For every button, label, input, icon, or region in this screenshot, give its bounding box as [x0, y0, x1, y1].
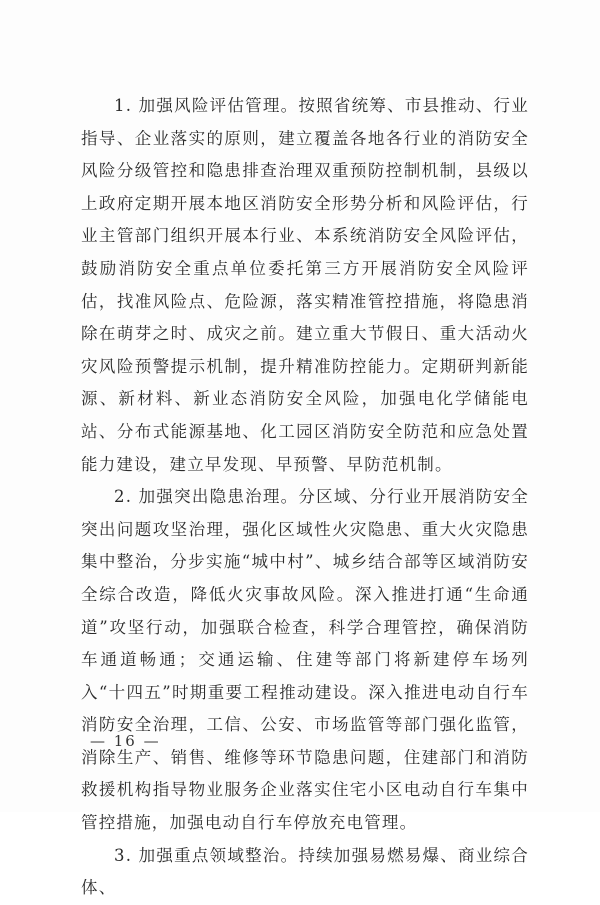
document-body — [81, 90, 529, 905]
paragraph-risk-assessment: 1. 加强风险评估管理。按照省统筹、市县推动、行业指导、企业落实的原则，建立覆盖各地各行业的消防安全风险分级管控和隐患排查治理双重预防控制机制，县级以上政府定期开展本地区消防安全形势分析和风险评估，行业主管部门组织开展本行业、本系统消防安全风险评估，鼓励消防安全重点单位委托第三方开展消防安全风险评估，找准风险点、危险源，落实精准管控措施，将隐患消除在萌芽之时、成灾之前。建立重大节假日、重大活动火灾风险预警提示机制，提升精准防控能力。定期研判新能源、新材料、新业态消防安全风险，加强电化学储能电站、分布式能源基地、化工园区消防安全防范和应急处置能力建设，建立早发现、早预警、早防范机制。 — [81, 96, 529, 474]
paragraph-key-areas: 3. 加强重点领域整治。持续加强易燃易爆、商业综合体、 — [81, 845, 529, 898]
page-number: — 16 — — [90, 732, 161, 750]
paragraph-hazard-governance: 2. 加强突出隐患治理。分区域、分行业开展消防安全突出问题攻坚治理，强化区域性火灾隐患、重大火灾隐患集中整治，分步实施“城中村”、城乡结合部等区域消防安全综合改造，降低火灾事故风险。深入推进打通“生命通道”攻坚行动，加强联合检查，科学合理管控，确保消防车通道畅通；交通运输、住建等部门将新建停车场列入“十四五”时期重要工程推动建设。深入推进电动自行车消防安全治理，工信、公安、市场监管等部门强化监管，消除生产、销售、维修等环节隐患问题，住建部门和消防救援机构指导物业服务企业落实住宅小区电动自行车集中管控措施，加强电动自行车停放充电管理。 — [81, 487, 529, 833]
